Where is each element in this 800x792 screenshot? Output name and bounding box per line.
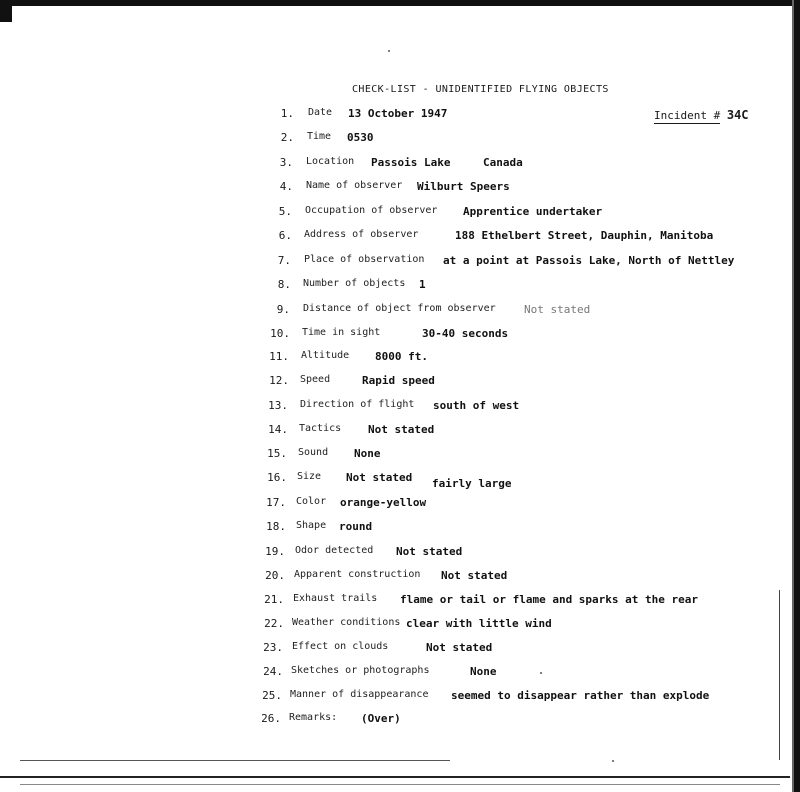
item-label: Time in sight — [302, 327, 381, 338]
item-number: 7. — [277, 254, 291, 267]
item-label: Apparent construction — [294, 569, 421, 580]
incident-number — [654, 108, 749, 122]
incident-value: 34C — [726, 108, 749, 122]
item-number: 11. — [269, 350, 289, 363]
item-value: orange-yellow — [340, 496, 427, 509]
item-label: Sound — [298, 447, 329, 458]
item-label: Sketches or photographs — [291, 665, 430, 676]
item-number: 20. — [265, 569, 285, 582]
item-number: 13. — [268, 399, 288, 412]
item-number: 12. — [269, 374, 289, 387]
item-value-secondary: Canada — [483, 156, 523, 169]
item-number: 24. — [263, 665, 283, 678]
item-label: Occupation of observer — [305, 205, 438, 216]
item-value: 30-40 seconds — [422, 327, 509, 340]
item-number: 21. — [264, 593, 284, 606]
scan-border-left — [0, 0, 12, 22]
item-label: Size — [297, 471, 322, 482]
item-label: Remarks: — [289, 712, 338, 723]
scan-speck — [540, 672, 542, 674]
scan-artifact-line — [0, 776, 790, 778]
item-label: Time — [307, 131, 332, 142]
item-value: 8000 ft. — [375, 350, 428, 363]
item-value: south of west — [433, 399, 520, 412]
item-value: 0530 — [347, 131, 374, 144]
item-label: Speed — [300, 374, 331, 385]
item-value: round — [339, 520, 373, 533]
item-value: Passois Lake — [371, 156, 451, 169]
item-number: 2. — [280, 131, 294, 144]
item-value: None — [354, 447, 381, 460]
item-number: 3. — [279, 156, 293, 169]
item-number: 1. — [280, 107, 294, 120]
item-value: seemed to disappear rather than explode — [451, 689, 710, 702]
scan-artifact-line — [779, 590, 780, 760]
item-label: Name of observer — [306, 180, 403, 191]
page-title: CHECK-LIST - UNIDENTIFIED FLYING OBJECTS — [352, 84, 609, 95]
item-value: 13 October 1947 — [348, 107, 448, 120]
item-number: 10. — [270, 327, 290, 340]
item-number: 17. — [266, 496, 286, 509]
item-number: 14. — [268, 423, 288, 436]
item-value: flame or tail or flame and sparks at the rear — [400, 593, 699, 606]
item-value: Not stated — [426, 641, 493, 654]
item-value-secondary: fairly large — [432, 477, 512, 490]
item-number: 25. — [262, 689, 282, 702]
item-value: 1 — [419, 278, 426, 291]
item-label: Effect on clouds — [292, 641, 389, 652]
incident-label: Incident # — [654, 109, 721, 122]
item-value: Not stated — [396, 545, 463, 558]
item-value: Not stated — [368, 423, 435, 436]
item-value: Not stated — [346, 471, 413, 484]
item-number: 5. — [278, 205, 292, 218]
item-label: Color — [296, 496, 327, 507]
item-value: Apprentice undertaker — [463, 205, 603, 218]
item-number: 16. — [267, 471, 287, 484]
item-number: 26. — [261, 712, 281, 725]
item-label: Direction of flight — [300, 399, 415, 410]
item-label: Distance of object from observer — [303, 303, 496, 314]
item-number: 18. — [266, 520, 286, 533]
scan-speck — [388, 50, 390, 52]
item-number: 22. — [264, 617, 284, 630]
item-label: Location — [306, 156, 355, 167]
scan-border-top — [0, 0, 800, 6]
item-label: Altitude — [301, 350, 350, 361]
item-label: Place of observation — [304, 254, 425, 265]
item-value: clear with little wind — [406, 617, 552, 630]
item-value: 188 Ethelbert Street, Dauphin, Manitoba — [455, 229, 714, 242]
item-label: Weather conditions — [292, 617, 401, 628]
scan-artifact-line — [20, 784, 780, 785]
scan-speck — [612, 760, 614, 762]
item-number: 9. — [276, 303, 290, 316]
item-label: Exhaust trails — [293, 593, 378, 604]
item-number: 6. — [278, 229, 292, 242]
item-value: Not stated — [441, 569, 508, 582]
item-label: Number of objects — [303, 278, 406, 289]
item-label: Odor detected — [295, 545, 374, 556]
item-value: Not stated — [524, 303, 591, 316]
item-number: 4. — [279, 180, 293, 193]
item-number: 23. — [263, 641, 283, 654]
item-label: Address of observer — [304, 229, 419, 240]
item-number: 19. — [265, 545, 285, 558]
item-value: Rapid speed — [362, 374, 435, 387]
item-number: 15. — [267, 447, 287, 460]
item-label: Date — [308, 107, 333, 118]
item-label: Shape — [296, 520, 327, 531]
scan-artifact-line — [20, 760, 450, 761]
item-number: 8. — [277, 278, 291, 291]
scan-border-right-inner — [792, 0, 794, 792]
item-value: None — [470, 665, 497, 678]
item-value: (Over) — [361, 712, 401, 725]
item-label: Tactics — [299, 423, 342, 434]
item-label: Manner of disappearance — [290, 689, 429, 700]
item-value: Wilburt Speers — [417, 180, 510, 193]
item-value: at a point at Passois Lake, North of Nettley — [443, 254, 735, 267]
